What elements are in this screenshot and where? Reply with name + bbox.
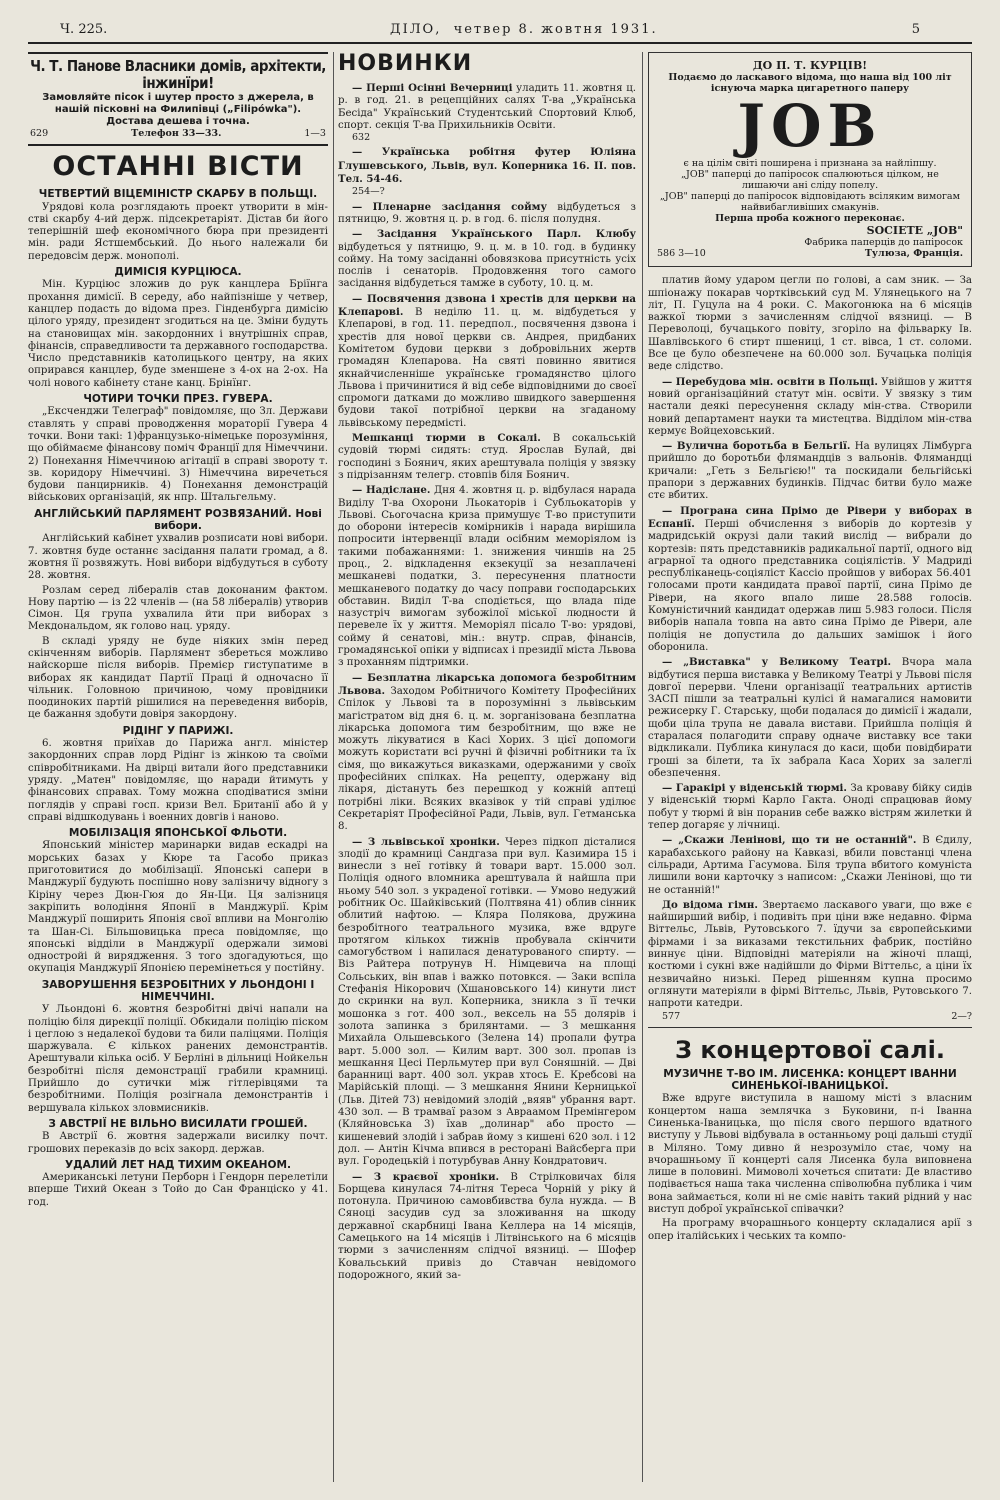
news-item-text: Через підкоп дісталися злодії до крамниці Сандгаза при вул. Казимира 15 і винесли з неї готівку й товари варт. 15.000 зол. Поліція одного вломника арештувала й найшла при ньому 540 зол. з украденої готівки. — Умово недужий робітник Ос. Шайківський (Полтвяна 41) облив сінник облитий нафтою. — Кляра Полякова, дружина безробітного театрального музика, вже вдруге протягом кількох тижнів пробувала скінчити самогубством і напилася денатурованого спирту. — Віз Райтера потрунув Н. Німцевича на площі Сольських, він впав і важко потовкся. — Заки вспіла Стефанія Нікорович (Хшановського 14) кинути лист до скринки на вул. Коперника, зникла з її течки мошонка з гот. 400 зол., вексель на 55 долярів і золота запинка з брилянтами. — З мешкання Михайла Ольшевського (Зелена 14) пропали футра варт. 5.000 зол. — Килим варт. 300 зол. пропав із мешкання Цесі Перльмутер при вул Соняшній. — Дві баранниці варт. 400 зол. украв хтось Е. Кребсові на Марійській площі. — З мешкання Янини Керницької (Льв. Дітей 73) невідомий злодій „вяяв" убрання варт. 430 зол. — В трамваї разом з Авраамом Премінгером (Кляйновська 3) їхав „долинар" або просто — кишеневий злодій і забрав йому з кишені 620 зол. і 12 дол. — Антін Кічма впився в ресторані Вайсберга при вул. Городецькій і потурбував Анну Кондратович.: [338, 836, 636, 1168]
news-item-lead: — З львівської хроніки.: [352, 835, 500, 848]
news-item: [338, 293, 636, 430]
news-item-text: Дня 4. жовтня ц. р. відбулася нарада Виділу Т-ва Охорони Льокаторів і Субльокаторів у Львові. Сьогочасна криза примушує Т-во приступити до оборони інтересів комірників і нарада вирішила попросити інтервенції влади осібним меморіялом із такими побажаннями: 1. знижения чиншів на 25 проц., 2. відкладення екзекуції за незаплачені мешканеві податки, 3. пересунення платности мешканевого податку до часу поправи господарських обставин. Виділ Т-ва сподіється, що влада піде назустріч вимогам зубожілої міської людности й перевеле їх у життя. Меморіял пісало Т-во: урядові, сойму й сенатові, мін.: внутр. справ, фінансів, громадянської опіки у відписах і президії міста Львова з проханням підтримки.: [338, 485, 636, 669]
news-item: [648, 440, 972, 502]
article-text: У Льондоні 6. жовтня безробітні двічі напали на поліцію біля дирекції поліції. Обкидали поліцію піском і цеглою з недалекої будови та били паліцями. Поліція шаржувала. Є кількох ранених демонстрантів. Арештували кілька осіб. У Берліні в дільниці Нойкельн безробітні після демонстрації грабили крамниці. Прийшло до сутички між гітлерівцями та безробітними. Поліція розігнала демонстрантів і вершувала кількох зловмисників.: [28, 1004, 328, 1114]
news-items: [338, 82, 636, 1282]
article-text: В Австрії 6. жовтня задержали висилку почт. грошових переказів до всіх закорд. держав.: [28, 1131, 328, 1155]
news-item-text: Вчора мала відбутися перша виставка у Великому Театрі у Львові після довгої перерви. Члени організації театральних артистів ЗАСП пішли за театральні кулісі й намагалися намовити режисерку Г. Старську, щоби подалася до димісії і жадали, щоби ціла трупа не давала вистави. Прийшла поліція й старалася полагодити справу одначе виставку все таки відкликали. Публика кинулася до каси, щоби повідбирати гроші за білети, та їх забрала Каса Хорих за залеглі обезпечення.: [648, 657, 972, 779]
news-item-lead: — „Виставка" у Великому Театрі.: [662, 656, 892, 669]
news-item-text: платив йому ударом цегли по голові, а сам зник. — За шпіонажу покарав чортківський суд М. Улянецького на 7 літ, П. Гуцула на 4 роки. С. Макогонюка на 6 місяців важкої тюрми з зачисленням слідчої вязниці. — В Переволоці, бучацького повіту, згоріло на фільварку Ів. Шавлівського 6 стирт пшениці, 1 ст. вівса, 1 ст. соломи. Все це було обезпечене на 60.000 зол. Бучацька поліція веде слідство.: [648, 275, 972, 373]
news-item: [648, 834, 972, 896]
news-item-text: уладить 11. жовтня ц. р. в год. 21. в рецепційних салях Т-ва „Українська Бесіда" Український Студентський Спортовий Клюб, спорт. секція Т-ва Прихильників Освіти.: [338, 83, 636, 131]
article-text: Урядові кола розглядають проект утворити в мін-стві скарбу 4-ий держ. підсекретаріят. Дістав би його теперішній шеф економічного бюра при президенті мін. ради Ястшембський. До нього належали би передовсім держ. монополі.: [28, 201, 328, 262]
page-number: 5: [911, 22, 920, 37]
news-item: [338, 836, 636, 1169]
news-item-lead: — Посвячення дзвона і хрестів для церкви на Клепарові.: [338, 292, 636, 319]
issue-date: четвер 8. жовтня 1931.: [453, 22, 658, 37]
news-item-text: Перші обчислення з виборів до кортезів у мадридській окрузі дали такий вислід — вибрали до кортезів: пять представників радикальної партії, одного від аграрної та одного представника соціялістів. У Мадриді республіканець-соціяліст Кассіо пройшов у виборах 56.401 голосами проти кандидата правої партії, сина Прімо де Рівери, на якого впало лише 28.588 голосів. Комуністичний кандидат одержав лиш 5.983 голоси. Після виборів напала товпа на авто сина Прімо де Рівери, але поліція не допустила до дальших замішок і його оборонила.: [648, 518, 972, 653]
article-headline: ЗАВОРУШЕННЯ БЕЗРОБІТНИХ У ЛЬОНДОНІ І НІМЕЧЧИНІ.: [41, 978, 315, 1003]
news-item: [338, 146, 636, 198]
concert-paragraph: На програму вчорашнього концерту складалися арії з опер італійських і чеських та компо-: [648, 1218, 972, 1242]
news-item-lead: — Перші Осінні Вечерниці: [352, 82, 513, 94]
news-item: [648, 782, 972, 832]
news-item-number: 254—?: [352, 186, 385, 198]
ad-line: Замовляйте пісок і шутер просто з джерела, в нашій пісковні на Филипівці („Filipówka").: [42, 92, 314, 115]
news-item-footer: [648, 1011, 972, 1023]
news-articles: [28, 188, 328, 1209]
article-headline: МОБІЛІЗАЦІЯ ЯПОНСЬКОЇ ФЛЬОТИ.: [68, 827, 288, 840]
news-item-text: На вулицях Лімбурга прийшло до боротьби флямандців з вальонів. Флямандці кричали: „Геть з Бельгією!" та поскидали бельгійські прапори з державних будинків. Підчас битви було маже стє вбитих.: [648, 441, 972, 502]
column-divider: [642, 52, 643, 1482]
news-item-lead: — Надіслане.: [352, 484, 431, 497]
article-headline: УДАЛИЙ ЛЕТ НАД ТИХИМ ОКЕАНОМ.: [64, 1158, 292, 1171]
news-item-lead: — Програна сина Прімо де Рівери у виборах в Еспанії.: [648, 504, 972, 530]
news-item-lead: До відома гімн.: [662, 898, 758, 911]
job-number: 586 3—10: [657, 248, 706, 259]
news-item: [338, 201, 636, 227]
job-line: „JOB" паперці до папіросок спалюються цілком, не лишаючи ані сліду попелу.: [681, 169, 939, 191]
job-intro: Подаємо до ласкавого відома, що наша від 100 літ існуюча марка цигаретного паперу: [668, 72, 952, 94]
news-item-text: відбудеться у пятницю, 9. ц. м. в 10. год. в будинку сойму. На тому засіданні обовязкова присутність усіх послів і сенаторів. Продовження того самого засідання відбудеться тамже в суботу, 10. ц. м.: [338, 241, 636, 290]
article-text: Японський міністер маринарки видав ескадрі на морських базах у Кюре та Гасобо приказ приготовитися до мобілізації. Японські сапери в Манджурії будують поспішно нову залізничу відногу з Кіріну через Дюн-Гюя до Ян-Ци. Ця залізниця закріпить володіння Японії в Манджурії. Крім Манджурії поширить Японія свої впливи на Монголію та Шан-Сі. Більшовицька преса повідомляє, що японські відділи в Манджурії одержали зимові одностройі й вирядження. З того здогадуються, що окупація Манджурії Японією перемінеться у постійну.: [28, 840, 328, 975]
news-item-lead: — Гаракірі у віденській тюрмі.: [662, 782, 847, 795]
article-text: 6. жовтня приїхав до Парижа англ. міністер закордонних справ лорд Рідінг із жінкою та своїми співробітниками. На двірці витали його представники уряду. „Матен" повідомляє, що наради йтимуть у фінансових справах. Тому можна сподіватися зміни поглядів у справі госп. кризи Вел. Британії або й у справі відшкодувань і военних довгів і наново.: [28, 738, 328, 823]
news-item-lead: — Перебудова мін. освіти в Польщі.: [662, 375, 878, 388]
job-footer: [657, 248, 963, 260]
column-left: [28, 52, 328, 1492]
article-headline: РІДІНГ У ПАРИЖІ.: [122, 724, 234, 737]
news-item-text: відбудеться з пятницю, 9. жовтня ц. р. в год. 6. після полудня.: [338, 201, 636, 225]
article-headline: З АВСТРІЇ НЕ ВІЛЬНО ВИСИЛАТИ ГРОШЕЙ.: [48, 1117, 308, 1130]
news-item: [648, 275, 972, 373]
job-to: ДО П. Т. КУРЦІВ!: [752, 59, 868, 72]
news-item-lead: — Українська робітня футер Юліяна Глушевського, Львів, вул. Коперника 16. II. пов. Тел. 54-46.: [338, 146, 636, 186]
news-item: [338, 1171, 636, 1283]
paper-name: ДІЛО, четвер 8. жовтня 1931.: [390, 22, 658, 37]
job-line: Фабрика паперців до папіросок: [804, 237, 963, 248]
page-header: [60, 22, 920, 42]
news-item: [338, 672, 636, 834]
job-city: Тулюза, Франція.: [864, 248, 963, 259]
news-item-text: Звертаємо ласкавого уваги, що вже є найширший вибір, і подивіть при ціни вже недавно. Фірма Віттельс, Львів, Рутовського 7. їдучи за європейськими фірмами і за виказами текстильних фабрик, постійно виннує ціни. Відповідні матеріяли на жіночі плащі, костюми і сукні вже надійшли до Фірми Віттельс, а ціни їх незвичайно низькі. Перед рішенням купна просимо оглянути матеріяли в фірмі Віттельс, Львів, Рутовського 7. напроти катедри.: [648, 899, 972, 1010]
news-item: [338, 228, 636, 290]
divider: [648, 1027, 972, 1028]
article-headline: АНГЛІЙСЬКИЙ ПАРЛЯМЕНТ РОЗВЯЗАНИЙ. Нові вибори.: [34, 507, 322, 533]
issue-number: Ч. 225.: [60, 22, 108, 37]
section-title: ОСТАННІ ВІСТИ: [52, 151, 304, 183]
news-item-lead: Мешканці тюрми в Сокалі.: [352, 432, 541, 445]
column-divider: [333, 52, 334, 1482]
article-text: „Ексченджи Телеграф" повідомляє, що Зл. Держави ставлять у справі проводження мораторії Гувера 4 точки. Вони такі: 1)французько-німецьке порозуміння, що обіймаєме фінансову поміч Франції для Німеччини. 2) Понехання Німеччиною агітації в справі звороту т. зв. коридору Німеччині. 3) Німеччина виречеться будови панцирників. 4) Понехання демонстрацій військових організацій, як нпр. Штальгельму.: [28, 406, 328, 504]
news-item-text: В Стрілковичах біля Борщева кинулася 74-літня Тереса Чорній у ріку й потонула. Причиною самовбивства була нужда. — В Сяноці засудив суд за зложивання на шкоду державної скарбниці Івана Келлера на 14 місяців, Самецького на 14 місяців і Літвінського на 6 місяців тюрми з зачисленням слідчої вязниці. — Шофер Ковальський привіз до Ставчан невідомого подорожного, який за-: [338, 1171, 636, 1281]
news-item-number: 632: [352, 132, 371, 144]
news-item-footer: [338, 186, 636, 198]
ad-title: Ч. Т. Панове Власники домів, архітекти, інжинїри!: [30, 57, 326, 92]
news-item-footer: [338, 132, 636, 144]
news-item: [648, 505, 972, 655]
job-line: є на цілім світі поширена і признана за найліпшу.: [683, 158, 937, 169]
news-items: [648, 275, 972, 1023]
ad-phone: Телефон 33—33.: [131, 128, 222, 139]
news-item-lead: — Засідання Українського Парл. Клюбу: [352, 228, 636, 241]
article-text: Англійський кабінет ухвалив розписати нові вибори. 7. жовтня буде останнє засідання палати громад, а 8. жовтня її розвяжуть. Нові вибори відбудуться в суботу 28. жовтня.: [28, 533, 328, 582]
concert-title: З концертової салі.: [674, 1035, 945, 1064]
header-rule: [28, 42, 972, 44]
news-item-text: Увійшов у життя новий організаційний статут мін. освіти. У звязку з тим настали деякі пересунення складу мін-ства. Створили новий департамент науки та мистецтва. Відділом мін-ства кермує Войцеховський.: [648, 376, 972, 437]
news-item-lead: — Пленарне засідання сойму: [352, 200, 548, 213]
news-item-text: За кроваву бійку сидів у віденській тюрмі Карло Гакта. Оноді спрацював йому побут у тюрмі й він поранив себе важко вістрям жилетки й тепер догаряє у лічниці.: [648, 783, 972, 832]
column-right: [648, 52, 972, 1492]
section-title: НОВИНКИ: [338, 52, 473, 76]
news-item-lead: — З краєвої хроніки.: [352, 1170, 500, 1183]
job-logo: JOB: [737, 92, 883, 160]
concert-paragraph: Вже вдруге виступила в нашому місті з власним концертом наша землячка з Буковини, п-і Іванна Синенька-Іваницька, що після свого першого вдатного виступу у Львові відбувала в останньому році дальші студії в Міляно. Тому дивно й незрозуміло стає, чому на вчорашньому її концерті саля Лисенка була виповнена лише в половині. Мимоволі хочеться спитати: Де властиво подівається наша така численна співолюбна публика і чим вона займається, коли ні не сміє навіть такий рідний у нас виступ доброї української співачки?: [648, 1093, 972, 1216]
job-advertisement: [648, 52, 972, 267]
sand-advertisement: [28, 52, 328, 146]
ad-count: 1—3: [304, 128, 326, 139]
news-item: [338, 432, 636, 482]
job-line: Перша проба кожного переконає.: [715, 213, 905, 224]
article-text: В складі уряду не буде ніяких змін перед скінченням виборів. Парлямент збереться можливо найскорше після виборів. Премієр гиступатиме в виборах як кандидат Партії Праці й одночасно її чільник. Головною причиною, чому провідники поодиноких партій рішилися на переведення виборів, це бажання здобути довіря закордону.: [28, 635, 328, 721]
article-text: Розлам серед лібералів став доконаним фактом. Нову партію — із 22 членів — (на 58 лібералів) утворив Сімон. Ця група ухвалила йти при виборах з Мекдональдом, як голово нац. уряду.: [28, 584, 328, 633]
news-item-number: 577: [662, 1010, 681, 1022]
news-item: [338, 484, 636, 669]
news-item: [648, 899, 972, 1023]
job-firm: SOCIETE „JOB": [866, 224, 963, 237]
news-item-text: Заходом Робітничого Комітету Професійних Спілок у Львові та в порозумінні з львівським магістратом від дня 6. ц. м. зорганізована безплатна лікарська допомога тим безробітним, що вже не можуть лікуватися в Касі Хорих. З цієї допомоги можуть користати всі ручні й фізичні робітники та їх сімя, що викажуться виказками, одержаними у своїх професійних спілках. На рецепту, одержану від лікаря, дістануть без перешкод у кожній аптеці потрібні ліки. Всяких вказівок у тій справі уділює Секретаріят Професійної Ради, Львів, вул. Гетманська 8.: [338, 685, 636, 833]
article-headline: ДИМІСІЯ КУРЦІЮСА.: [114, 266, 242, 279]
news-item-lead: — Вулична боротьба в Бельгії.: [662, 440, 851, 453]
news-item-lead: — Безплатна лікарська допомога безробітним Львова.: [338, 671, 636, 697]
article-headline: ЧЕТВЕРТИЙ ВІЦЕМІНІСТР СКАРБУ В ПОЛЬЩІ.: [38, 188, 318, 201]
article-headline: ЧОТИРИ ТОЧКИ ПРЕЗ. ГУВЕРА.: [83, 393, 273, 406]
column-middle: [338, 52, 636, 1492]
news-item-lead: — „Скажи Ленінові, що ти не останній".: [662, 834, 917, 847]
article-text: Мін. Курціюс зложив до рук канцлера Бріїнга прохання димісії. В середу, або найпізніше у четвер, канцлер подасть до відома през. Гінденбурга димісію цілого уряду, президент згодиться на це. Зміни будуть на становищах мін. закордонних і внутрішніх справ, фінансів, справедливости та державного господарства. Число представників католицького центру, на яких оприрався канцлер, буде зменшене з 4-ох на 2-ох. На чолі нового кабінету стане канц. Брінїнг.: [28, 279, 328, 389]
article-text: Американські летуни Перборн і Гендорн перелетіли вперше Тихий Океан з Тойо до Сан Франціско у 41. год.: [28, 1172, 328, 1208]
ad-number: 629: [30, 128, 49, 139]
job-line: „JOB" паперці до папіросок відповідають всіляким вимогам найвибагливіших смакунів.: [660, 191, 960, 213]
news-item-text: В сокальській судовій тюрмі сидять: студ. Ярослав Булай, дві господині з Боянич, яких арештувала поліція у звязку з підрізанням телегр. стовпів біля Боянич.: [338, 433, 636, 481]
news-item: [648, 376, 972, 438]
news-item-count: 2—?: [951, 1010, 972, 1022]
ad-line: Доставa дешева і точна.: [106, 116, 250, 127]
news-item-text: В Єдилу, карабахського району на Кавказі, вбили повстанці члена сільради, Артима Гасумова. Біля трупа вбитого комуніста лишили вони карточку з написом: „Скажи Ленінові, що ти не останній!": [648, 835, 972, 896]
news-item: [338, 82, 636, 144]
concert-subtitle: МУЗИЧНЕ Т-ВО ІМ. ЛИСЕНКА: КОНЦЕРТ ІВАННИ СИНЕНЬКОЇ-ІВАНИЦЬКОЇ.: [663, 1067, 957, 1093]
ad-footer: [30, 128, 326, 140]
news-item: [648, 656, 972, 780]
news-item-text: В неділю 11. ц. м. відбудеться у Клепарові, в год. 11. передпол., посвячення дзвона і хрестів для нової церкви св. Андрея, придбаних Комітетом будови церкви з добровільних жертв громадян Клепарова. На святі повинно явитися якнайчисленніше українське громадянство цілого Львова і причинитися й від себе відповідними до своєї спромоги датками до можливо швидкого завершення будови такої потрібної церкви на згаданому львівському передмісті.: [338, 307, 636, 429]
